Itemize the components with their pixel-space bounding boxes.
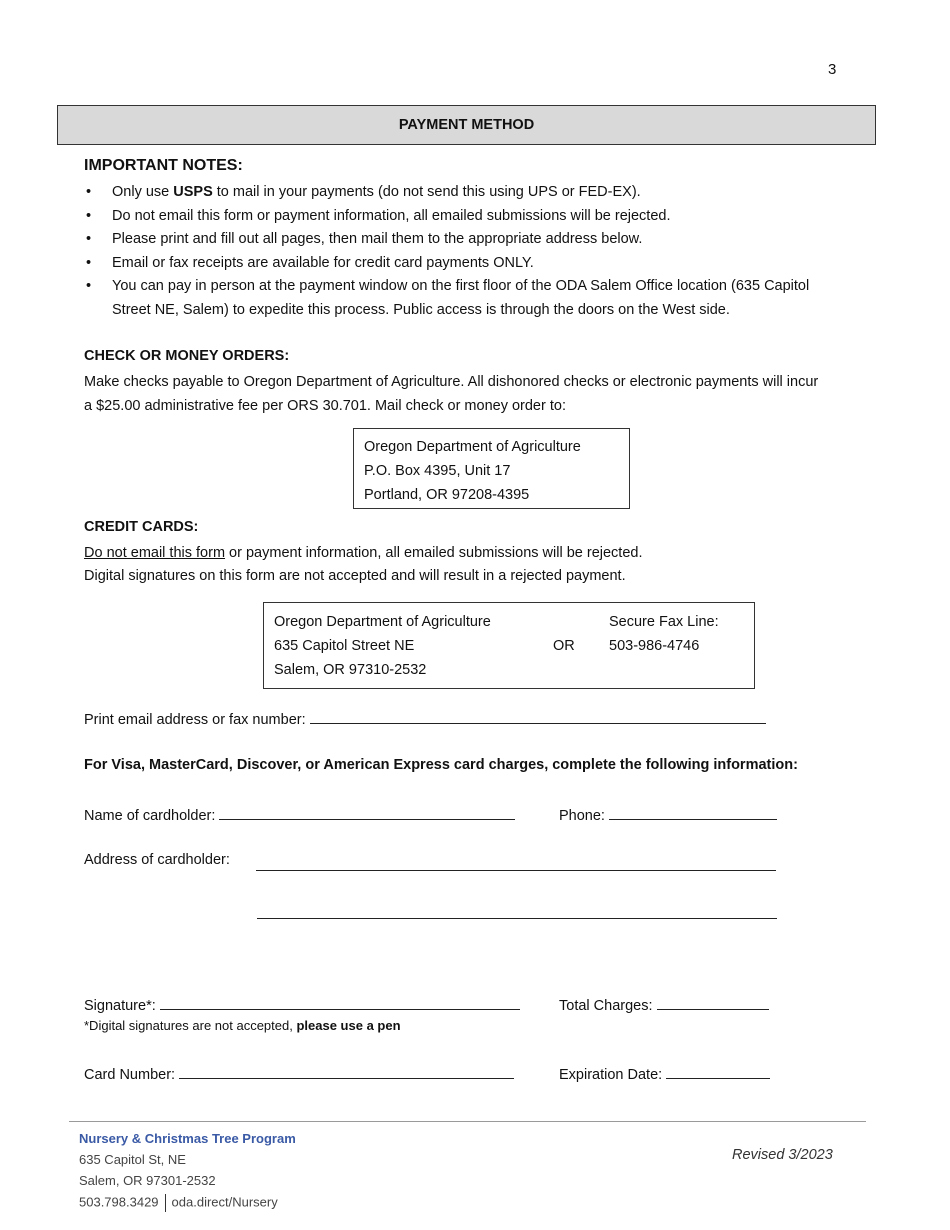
address-line: Portland, OR 97208-4395 [364, 487, 530, 503]
signature-row [84, 995, 520, 1014]
phone-label: Phone: [559, 808, 605, 824]
footer-separator [165, 1194, 166, 1212]
list-item: • Please print and fill out all pages, then mail them to the appropriate address below. [84, 228, 844, 252]
signature-field[interactable] [160, 995, 520, 1010]
email-fax-label: Print email address or fax number: [84, 712, 306, 728]
credit-warning-underlined: Do not email this form [84, 545, 226, 561]
address-line: Salem, OR 97310-2532 [274, 662, 427, 678]
signature-note [84, 1018, 401, 1033]
expiration-field[interactable] [666, 1064, 770, 1079]
fax-number: 503-986-4746 [609, 638, 700, 654]
total-charges-row [559, 995, 769, 1014]
cardholder-address-field-1[interactable] [256, 856, 776, 871]
list-item: • Email or fax receipts are available for credit card payments ONLY. [84, 252, 844, 276]
digital-signature-warning: Digital signatures on this form are not accepted and will result in a rejected payment. [84, 568, 626, 584]
expiration-label: Expiration Date: [559, 1067, 663, 1083]
credit-warning-rest: or payment information, all emailed submissions will be rejected. [225, 545, 643, 561]
card-instructions: For Visa, MasterCard, Discover, or American Express card charges, complete the following information: [84, 757, 798, 773]
credit-warning [84, 542, 643, 566]
footer-web-link[interactable]: oda.direct/Nursery [171, 1194, 278, 1210]
cardholder-name-label: Name of cardholder: [84, 808, 216, 824]
important-notes-title: IMPORTANT NOTES: [84, 157, 243, 174]
check-instructions: Make checks payable to Oregon Department of Agriculture. All dishonored checks or electronic payments will incur a $25.00 administrative fee per ORS 30.701. Mail check or money order to: [84, 374, 819, 414]
section-header [57, 105, 876, 145]
or-label: OR [553, 638, 575, 654]
credit-address [274, 610, 491, 682]
cardholder-name-field[interactable] [219, 805, 515, 820]
address-line: P.O. Box 4395, Unit 17 [364, 463, 511, 479]
fax-label: Secure Fax Line: [609, 614, 719, 630]
list-item: • Do not email this form or payment information, all emailed submissions will be rejected. [84, 205, 844, 229]
list-item: • You can pay in person at the payment window on the first floor of the ODA Salem Office location (635 Capitol Street NE, Salem) to expedite this process. Public access is through the doors on the West side. [84, 275, 844, 322]
signature-label: Signature*: [84, 998, 156, 1014]
credit-section-title: CREDIT CARDS: [84, 519, 199, 535]
cardholder-address-label: Address of cardholder: [84, 852, 230, 868]
email-fax-field[interactable] [310, 709, 766, 724]
expiration-row [559, 1064, 770, 1083]
address-line: Oregon Department of Agriculture [364, 439, 581, 455]
email-fax-row [84, 709, 766, 728]
address-line: 635 Capitol Street NE [274, 638, 415, 654]
credit-address-box [263, 602, 755, 689]
total-charges-label: Total Charges: [559, 998, 653, 1014]
signature-note-text: *Digital signatures are not accepted, [84, 1018, 297, 1033]
note-text: Only use [112, 184, 174, 200]
card-number-field[interactable] [179, 1064, 514, 1079]
footer-city: Salem, OR 97301-2532 [79, 1173, 216, 1188]
phone-row [559, 805, 777, 824]
card-number-label: Card Number: [84, 1067, 176, 1083]
phone-field[interactable] [609, 805, 777, 820]
page-number: 3 [828, 61, 837, 78]
footer-program-name: Nursery & Christmas Tree Program [79, 1131, 296, 1146]
footer-phone: 503.798.3429 [79, 1194, 159, 1210]
footer-street: 635 Capitol St, NE [79, 1152, 186, 1167]
check-section-title: CHECK OR MONEY ORDERS: [84, 348, 290, 364]
cardholder-name-row [84, 805, 515, 824]
card-number-row [84, 1064, 514, 1083]
fax-info [609, 610, 719, 658]
total-charges-field[interactable] [657, 995, 769, 1010]
important-notes-list [84, 181, 844, 322]
footer-divider [69, 1121, 866, 1122]
footer-contact [79, 1194, 278, 1212]
note-text: to mail in your payments (do not send this using UPS or FED-EX). [212, 184, 641, 200]
address-line: Oregon Department of Agriculture [274, 614, 491, 630]
mail-address-box [353, 428, 630, 509]
revised-date: Revised 3/2023 [732, 1147, 833, 1163]
section-header-title: PAYMENT METHOD [398, 117, 535, 133]
cardholder-address-field-2[interactable] [257, 904, 777, 919]
note-bold: USPS [173, 184, 213, 200]
signature-note-bold: please use a pen [296, 1018, 401, 1033]
list-item [84, 181, 844, 205]
